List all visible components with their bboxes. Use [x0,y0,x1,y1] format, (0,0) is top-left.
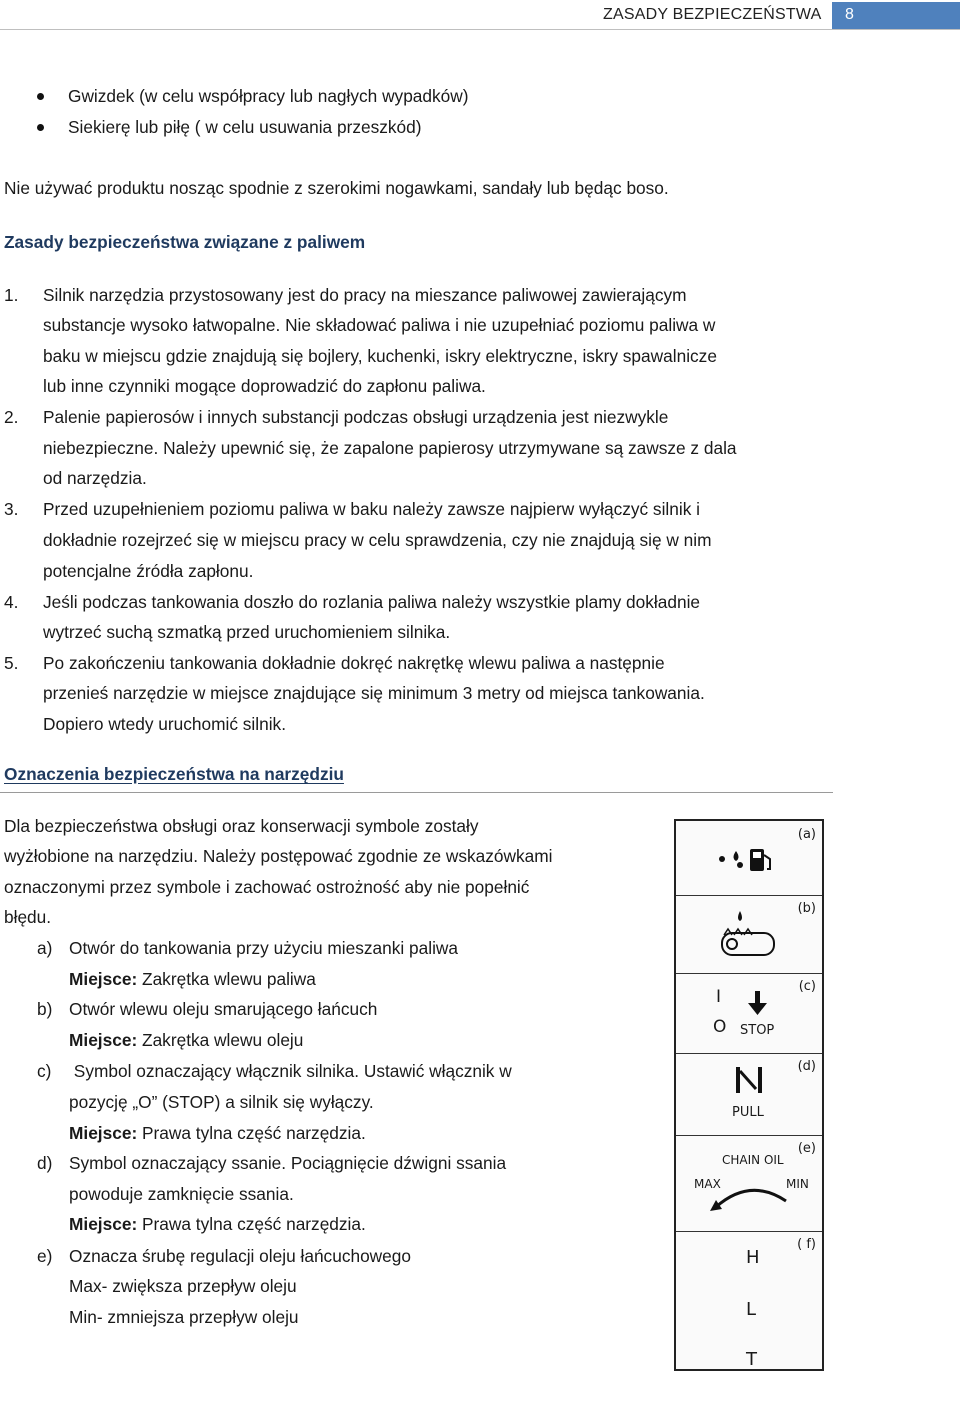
intro-line: błędu. [4,907,52,927]
symbol-tag: (d) [797,1059,816,1074]
symbol-item-desc: Max- zwiększa przepływ oleju [69,1276,297,1296]
symbol-cell-f [676,1231,822,1369]
item-line: dokładnie rozejrzeć się w miejscu pracy w celu sprawdzenia, czy nie znajdują się w nim [43,530,712,550]
fuel-mix-icon [676,821,822,895]
item-number: 2. [4,407,19,427]
arrow-down-icon [676,973,822,1053]
symbol-item-desc: Otwór wlewu oleju smarującego łańcuch [69,999,378,1019]
bullet-item: Siekierę lub piłę ( w celu usuwania przeszkód) [68,117,422,137]
bullet-icon [37,93,44,100]
symbol-item-place [69,1214,366,1235]
intro-line: oznaczonymi przez symbole i zachować ostrożność aby nie popełnić [4,877,530,897]
item-line: baku w miejscu gdzie znajdują się bojlery, kuchenki, iskry elektryczne, iskry spawalnicze [43,346,717,366]
symbol-item-desc: powoduje zamknięcie ssania. [69,1184,294,1204]
symbol-item-desc: Min- zmniejsza przepływ oleju [69,1307,299,1327]
symbol-tag: (b) [797,901,816,916]
symbol-item-letter: c) [37,1061,52,1081]
place-value: Zakrętka wlewu oleju [142,1030,304,1050]
item-number: 1. [4,285,19,305]
item-line: Dopiero wtedy uruchomić silnik. [43,714,286,734]
section-divider [0,792,833,793]
symbol-tag: (c) [798,979,816,994]
place-label: Miejsce: [69,1030,138,1050]
item-line: Palenie papierosów i innych substancji podczas obsługi urządzenia jest niezwykle [43,407,669,427]
bullet-icon [37,124,44,131]
symbol-item-letter: d) [37,1153,53,1173]
stop-label: STOP [740,1023,775,1038]
intro-line: wyżłobione na narzędziu. Należy postępować zgodnie ze wskazówkami [4,846,553,866]
symbol-cell-e [676,1135,822,1232]
switch-on-label: I [716,987,722,1007]
pull-label: PULL [732,1105,764,1120]
item-line: przenieś narzędzie w miejsce znajdujące się minimum 3 metry od miejsca tankowania. [43,683,705,703]
symbol-item-place [69,1123,366,1144]
carb-t-label: T [746,1349,757,1370]
item-line: Silnik narzędzia przystosowany jest do pracy na mieszance paliwowej zawierającym [43,285,687,305]
item-number: 4. [4,592,19,612]
item-line: Przed uzupełnieniem poziomu paliwa w baku należy zawsze najpierw wyłączyć silnik i [43,499,700,519]
item-line: niebezpieczne. Należy upewnić się, że zapalone papierosy utrzymywane są zawsze z dala [43,438,737,458]
place-value: Zakrętka wlewu paliwa [142,969,316,989]
symbol-item-desc: Symbol oznaczający włącznik silnika. Ustawić włącznik w [69,1061,512,1081]
chain-oil-label: CHAIN OIL [722,1153,784,1167]
safety-symbols-panel [674,819,824,1371]
intro-line: Dla bezpieczeństwa obsługi oraz konserwacji symbole zostały [4,816,479,836]
symbol-tag: (a) [797,827,816,842]
item-line: substancje wysoko łatwopalne. Nie składować paliwa i nie uzupełniać poziomu paliwa w [43,315,716,335]
max-label: MAX [694,1177,721,1191]
symbol-cell-c [676,973,822,1054]
fuel-section-heading: Zasady bezpieczeństwa związane z paliwem [4,232,366,252]
item-line: Po zakończeniu tankowania dokładnie dokręć nakrętkę wlewu paliwa a następnie [43,653,665,673]
page-number: 8 [845,6,854,23]
oil-adjust-arrow-icon [676,1135,822,1231]
item-line: potencjalne źródła zapłonu. [43,561,254,581]
clothing-note: Nie używać produktu nosząc spodnie z szerokimi nogawkami, sandały lub będąc boso. [4,178,669,198]
item-line: lub inne czynniki mogące doprowadzić do zapłonu paliwa. [43,376,486,396]
symbol-item-letter: b) [37,999,53,1019]
symbol-item-place [69,1030,303,1051]
place-value: Prawa tylna część narzędzia. [142,1214,366,1234]
symbol-tag: (e) [797,1141,816,1156]
item-line: od narzędzia. [43,468,147,488]
symbol-item-letter: e) [37,1246,53,1266]
place-value: Prawa tylna część narzędzia. [142,1123,366,1143]
min-label: MIN [786,1177,809,1191]
symbol-item-desc: Oznacza śrubę regulacji oleju łańcuchowego [69,1246,411,1266]
symbol-item-desc: Symbol oznaczający ssanie. Pociągnięcie dźwigni ssania [69,1153,507,1173]
symbol-item-desc: pozycję „O” (STOP) a silnik się wyłączy. [69,1092,374,1112]
chain-oil-icon [676,895,822,973]
item-number: 5. [4,653,19,673]
symbol-item-desc: Otwór do tankowania przy użyciu mieszanki paliwa [69,938,458,958]
symbol-tag: ( f) [797,1237,816,1252]
switch-off-label: O [713,1017,727,1037]
place-label: Miejsce: [69,1123,138,1143]
symbol-cell-a [676,821,822,896]
carb-l-label: L [746,1299,757,1320]
header-title: ZASADY BEZPIECZEŃSTWA [603,6,822,23]
carb-h-label: H [746,1247,760,1268]
symbol-cell-d [676,1053,822,1136]
place-label: Miejsce: [69,969,138,989]
symbol-item-letter: a) [37,938,53,958]
place-label: Miejsce: [69,1214,138,1234]
symbol-item-place [69,969,316,990]
bullet-item: Gwizdek (w celu współpracy lub nagłych wypadków) [68,86,469,106]
symbol-cell-b [676,895,822,974]
item-line: wytrzeć suchą szmatką przed uruchomieniem silnika. [43,622,451,642]
symbols-section-heading: Oznaczenia bezpieczeństwa na narzędziu [4,764,344,784]
choke-icon [676,1053,822,1135]
item-number: 3. [4,499,19,519]
item-line: Jeśli podczas tankowania doszło do rozlania paliwa należy wszystkie plamy dokładnie [43,592,701,612]
header-divider [0,29,960,30]
